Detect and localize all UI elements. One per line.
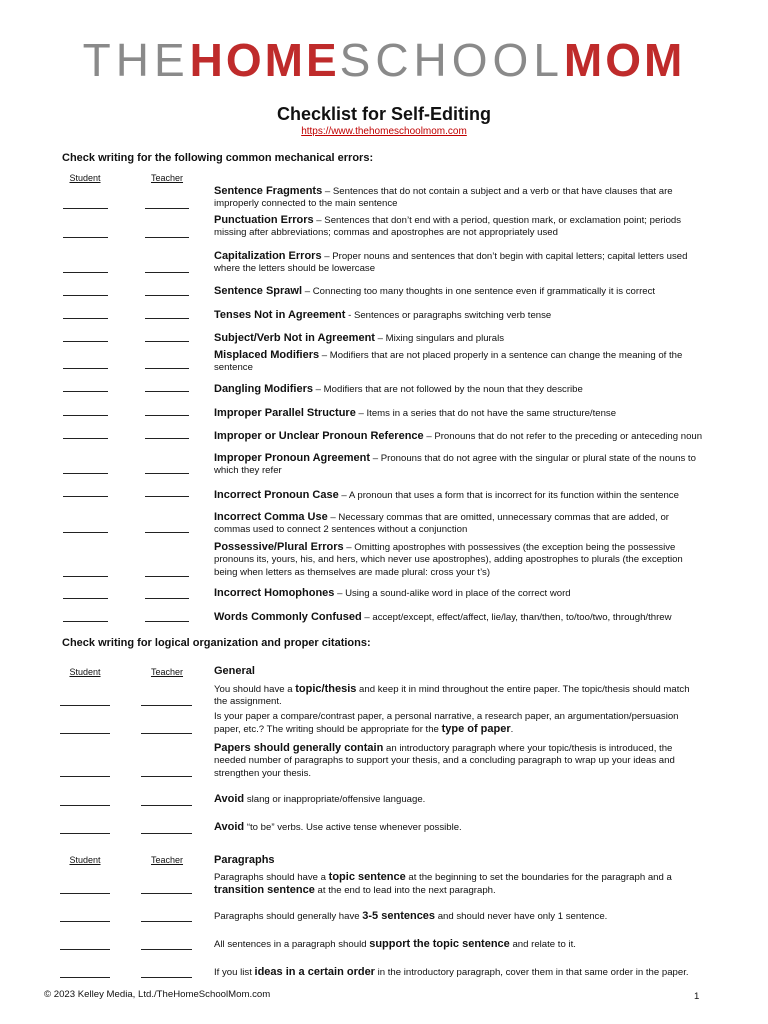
teacher-check-line[interactable] [145, 473, 189, 474]
item-term: Misplaced Modifiers [214, 349, 320, 361]
checklist-item [214, 452, 704, 478]
teacher-check-line[interactable] [145, 237, 189, 238]
item-term: Dangling Modifiers [214, 383, 313, 395]
checklist-item [214, 407, 704, 420]
teacher-check-line[interactable] [141, 833, 192, 834]
item-text: Paragraphs should have a [214, 872, 329, 883]
checklist-item [214, 309, 704, 322]
general-checklist-item [214, 793, 704, 806]
item-emphasis: type of paper [441, 723, 511, 736]
teacher-check-line[interactable] [145, 415, 189, 416]
teacher-column-label: Teacher [150, 173, 184, 183]
item-text: . [510, 724, 514, 736]
student-check-line[interactable] [63, 295, 108, 296]
checklist-item [214, 587, 704, 600]
teacher-check-line[interactable] [145, 368, 189, 369]
item-text: You should have a [214, 684, 296, 695]
item-emphasis: support the topic sentence [369, 938, 510, 950]
checklist-item [214, 489, 704, 502]
section-mechanical-heading: Check writing for the following common mechanical errors: [62, 152, 374, 164]
item-text: and relate to it. [509, 939, 576, 950]
item-emphasis: topic/thesis [295, 683, 357, 695]
student-check-line[interactable] [63, 237, 108, 238]
teacher-check-line[interactable] [141, 805, 192, 806]
logo-home: HOME [189, 34, 340, 86]
item-description: – Sentences that do not contain a subject and a verb or that have clauses that are improperly connected to the main sentence [214, 186, 673, 210]
student-check-line[interactable] [63, 532, 108, 533]
student-column-label: Student [69, 855, 101, 865]
student-check-line[interactable] [60, 733, 110, 734]
paragraph-checklist-item [214, 871, 704, 898]
checklist-item [214, 611, 704, 624]
item-term: Improper or Unclear Pronoun Reference [214, 430, 424, 442]
checklist-item [214, 285, 704, 298]
teacher-check-line[interactable] [145, 272, 189, 273]
student-check-line[interactable] [60, 893, 110, 894]
student-check-line[interactable] [60, 705, 110, 706]
student-check-line[interactable] [63, 621, 108, 622]
logo-mom: MOM [563, 34, 686, 86]
item-description: – Omitting apostrophes with possessives (the exception being the possessive pronouns its, yours, his, and hers, which never use apostrophes), adding apostrophes to plurals (the exception being when letters as themselves are made plural: cross your t’s) [214, 542, 683, 578]
copyright-footer: © 2023 Kelley Media, Ltd./TheHomeSchoolMom.com [44, 989, 271, 1000]
teacher-column-label: Teacher [150, 667, 184, 677]
item-description: - Sentences or paragraphs switching verb tense [345, 310, 552, 321]
teacher-check-line[interactable] [145, 576, 189, 577]
item-description: – Sentences that don’t end with a period, question mark, or exclamation point; periods missing after abbreviations; commas and apostrophes are not appropriately used [214, 215, 682, 239]
paragraph-checklist-item [214, 910, 704, 923]
item-description: – Connecting too many thoughts in one sentence even if grammatically it is correct [302, 286, 656, 297]
student-check-line[interactable] [60, 921, 110, 922]
paragraph-checklist-item [214, 966, 704, 979]
checklist-item [214, 185, 704, 211]
item-term: Subject/Verb Not in Agreement [214, 332, 375, 344]
item-term: Sentence Sprawl [214, 285, 303, 297]
general-checklist-item [214, 821, 704, 834]
general-checklist-item [214, 742, 704, 780]
website-link[interactable]: https://www.thehomeschoolmom.com [301, 126, 467, 137]
student-check-line[interactable] [63, 598, 108, 599]
item-text: If you list [214, 967, 255, 978]
item-description: – accept/except, effect/affect, lie/lay, than/then, to/too/two, through/threw [361, 612, 672, 623]
teacher-check-line[interactable] [145, 621, 189, 622]
item-term: Improper Parallel Structure [214, 407, 356, 419]
student-column-label: Student [69, 173, 101, 183]
item-description: – Using a sound-alike word in place of the correct word [334, 588, 571, 599]
teacher-column-label: Teacher [150, 855, 184, 865]
item-term: Sentence Fragments [214, 185, 323, 197]
checklist-item [214, 250, 704, 276]
paragraph-checklist-item [214, 938, 704, 951]
logo [0, 36, 768, 84]
checklist-item [214, 383, 704, 396]
student-check-line[interactable] [63, 318, 108, 319]
student-check-line[interactable] [60, 977, 110, 978]
item-emphasis: Avoid [214, 793, 245, 805]
student-check-line[interactable] [63, 473, 108, 474]
item-term: Capitalization Errors [214, 250, 322, 262]
item-term: Punctuation Errors [214, 214, 314, 226]
teacher-check-line[interactable] [141, 705, 192, 706]
item-text: at the end to lead into the next paragraph. [314, 885, 496, 897]
item-description: – Proper nouns and sentences that don’t begin with capital letters; capital letters used where the letters should be lowercase [214, 251, 688, 275]
item-text: and should never have only 1 sentence. [435, 911, 608, 922]
item-description: – Modifiers that are not placed properly in a sentence can change the meaning of the sentence [214, 350, 683, 374]
item-text: at the beginning to set the boundaries for the paragraph and a [405, 872, 672, 883]
student-check-line[interactable] [63, 208, 108, 209]
item-emphasis: topic sentence [328, 871, 406, 883]
general-checklist-item [214, 711, 704, 737]
teacher-check-line[interactable] [145, 341, 189, 342]
teacher-check-line[interactable] [145, 598, 189, 599]
teacher-check-line[interactable] [145, 208, 189, 209]
item-term: Incorrect Pronoun Case [214, 489, 339, 501]
page-number: 1 [694, 991, 700, 1002]
student-check-line[interactable] [63, 391, 108, 392]
item-description: – Pronouns that do not agree with the singular or plural state of the nouns to which they refer [214, 453, 696, 477]
student-check-line[interactable] [60, 805, 110, 806]
item-description: – Items in a series that do not have the same structure/tense [355, 408, 617, 419]
teacher-check-line[interactable] [145, 438, 189, 439]
teacher-check-line[interactable] [141, 893, 192, 894]
general-heading: General [214, 665, 255, 677]
item-description: – Mixing singulars and plurals [374, 333, 505, 344]
item-description: – Modifiers that are not followed by the noun that they describe [313, 384, 583, 395]
checklist-item [214, 511, 704, 537]
item-term: Possessive/Plural Errors [214, 541, 344, 553]
teacher-check-line[interactable] [145, 295, 189, 296]
item-term: Tenses Not in Agreement [214, 309, 346, 321]
item-emphasis: Papers should generally contain [214, 742, 384, 754]
item-description: – A pronoun that uses a form that is incorrect for its function within the sentence [338, 490, 679, 501]
teacher-check-line[interactable] [141, 949, 192, 950]
logo-the: THE [82, 34, 190, 86]
item-text: Is your paper a compare/contrast paper, a personal narrative, a research paper, an argumentation/persuasion paper, etc.? The writing should be appropriate for the [214, 711, 679, 736]
paragraphs-heading: Paragraphs [214, 854, 275, 866]
item-emphasis: transition sentence [214, 884, 315, 897]
teacher-check-line[interactable] [145, 391, 189, 392]
teacher-check-line[interactable] [145, 532, 189, 533]
teacher-check-line[interactable] [141, 776, 192, 777]
item-term: Improper Pronoun Agreement [214, 452, 371, 464]
item-term: Incorrect Comma Use [214, 511, 328, 523]
student-check-line[interactable] [63, 368, 108, 369]
teacher-check-line[interactable] [141, 733, 192, 734]
student-check-line[interactable] [63, 496, 108, 497]
student-check-line[interactable] [60, 949, 110, 950]
item-text: and keep it in mind throughout the entire paper. The topic/thesis should match the assignment. [214, 684, 690, 708]
item-text: an introductory paragraph where your topic/thesis is introduced, the needed number of paragraphs to support your thesis, and a concluding paragraph to wrap up your ideas and strengthen your thesis. [214, 743, 675, 779]
student-check-line[interactable] [63, 438, 108, 439]
student-check-line[interactable] [60, 776, 110, 777]
student-check-line[interactable] [63, 576, 108, 577]
student-check-line[interactable] [63, 272, 108, 273]
document-title: Checklist for Self-Editing [276, 104, 492, 124]
item-emphasis: Avoid [214, 821, 245, 833]
student-check-line[interactable] [63, 341, 108, 342]
teacher-check-line[interactable] [141, 921, 192, 922]
teacher-check-line[interactable] [145, 318, 189, 319]
student-column-label: Student [69, 667, 101, 677]
logo-school: SCHOOL [339, 34, 564, 86]
checklist-item [214, 430, 704, 443]
section-organization-heading: Check writing for logical organization and proper citations: [62, 637, 371, 649]
item-term: Words Commonly Confused [214, 611, 362, 623]
teacher-check-line[interactable] [145, 496, 189, 497]
item-text: slang or inappropriate/offensive language. [244, 794, 426, 805]
checklist-item [214, 214, 704, 240]
student-check-line[interactable] [63, 415, 108, 416]
item-text: All sentences in a paragraph should [214, 939, 370, 950]
item-description: – Necessary commas that are omitted, unnecessary commas that are added, or commas used to connect 2 sentences without a conjunction [214, 512, 669, 536]
item-emphasis: 3-5 sentences [362, 910, 436, 922]
item-text: “to be” verbs. Use active tense whenever possible. [244, 822, 462, 833]
checklist-item [214, 349, 704, 375]
checklist-item [214, 332, 704, 345]
checklist-item [214, 541, 704, 579]
item-text: in the introductory paragraph, cover them in that same order in the paper. [374, 967, 689, 978]
general-checklist-item [214, 683, 704, 709]
item-description: – Pronouns that do not refer to the preceding or anteceding noun [423, 431, 703, 442]
teacher-check-line[interactable] [141, 977, 192, 978]
item-emphasis: ideas in a certain order [254, 966, 375, 978]
item-term: Incorrect Homophones [214, 587, 335, 599]
student-check-line[interactable] [60, 833, 110, 834]
item-text: Paragraphs should generally have [214, 911, 363, 922]
